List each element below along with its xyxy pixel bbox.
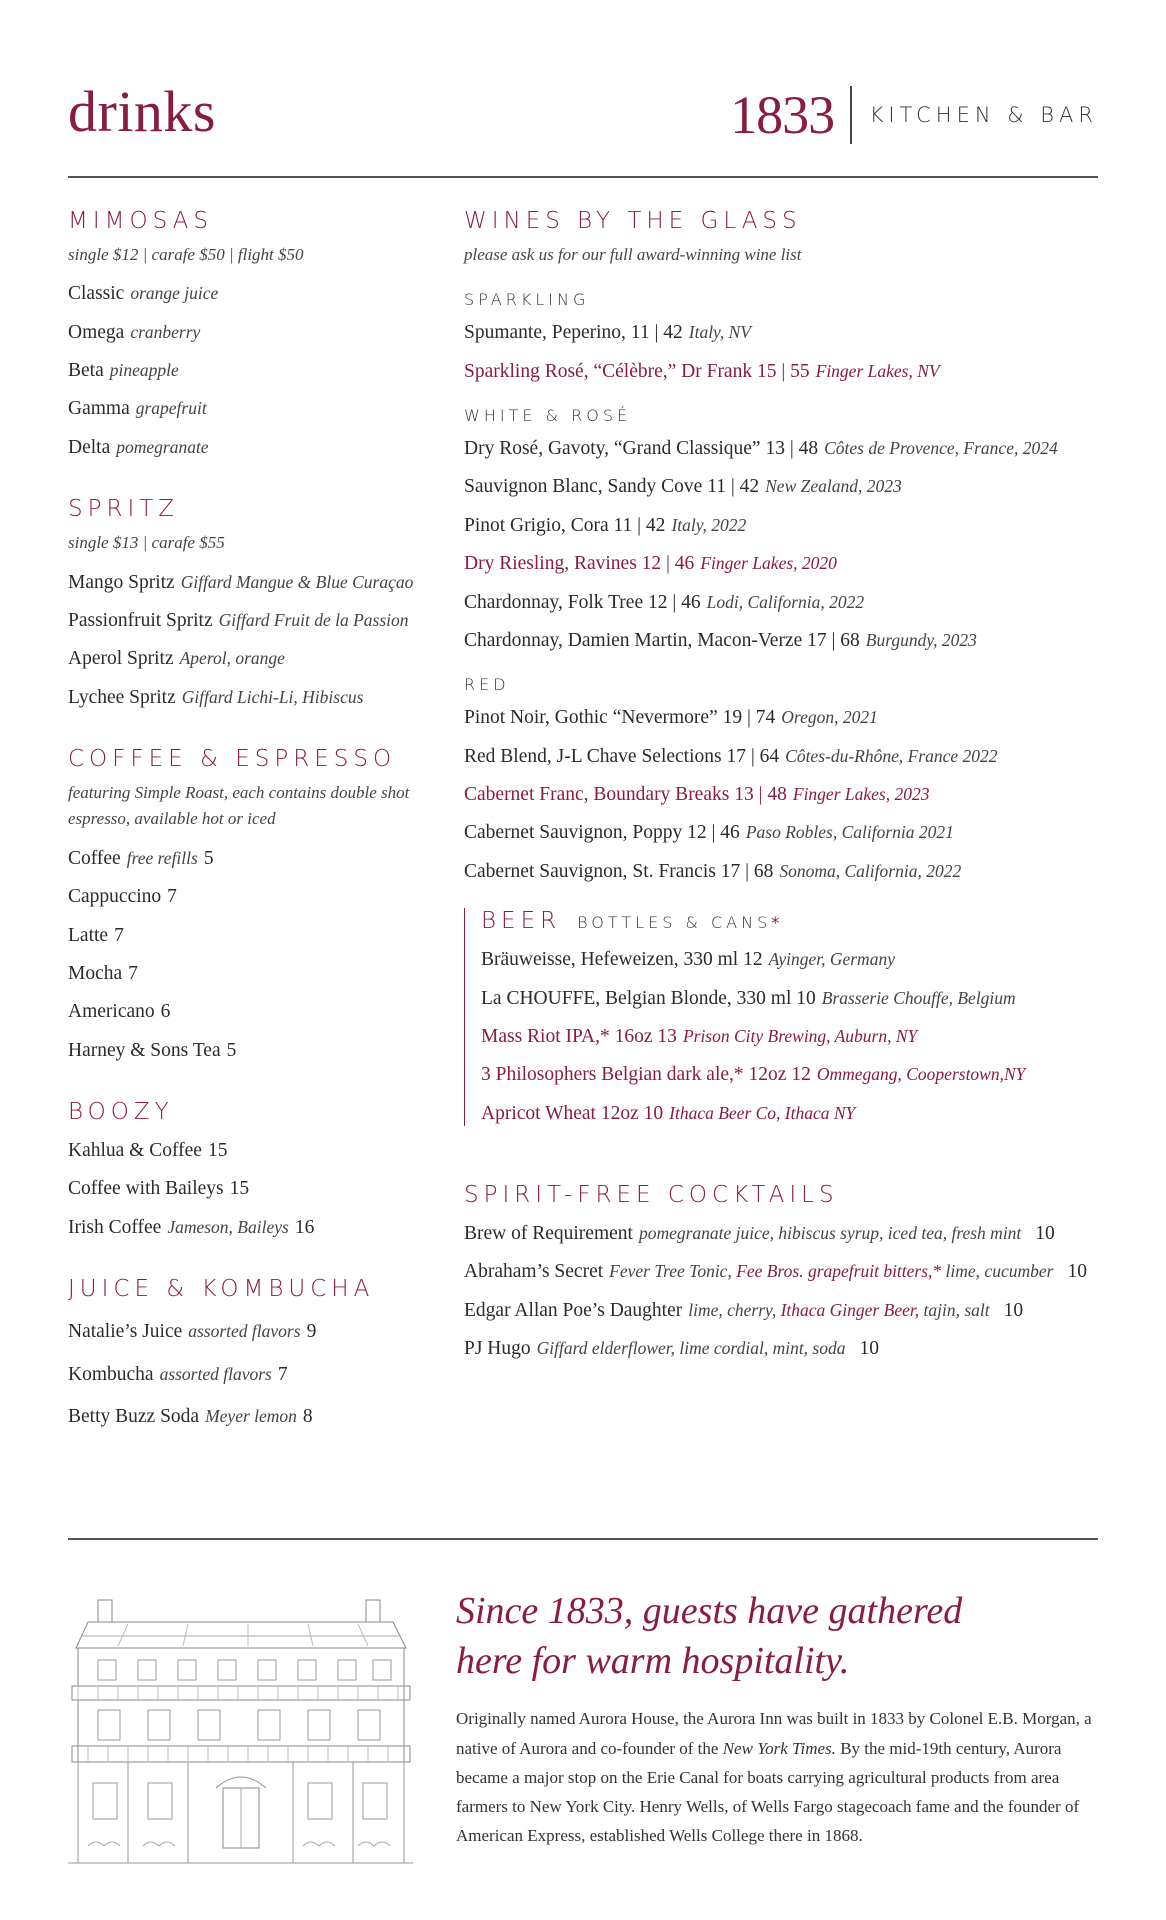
menu-item [68, 321, 448, 345]
item-name: Omega [68, 321, 125, 343]
subsection-heading: WHITE & ROSÉ [464, 406, 632, 426]
menu-item [68, 397, 448, 421]
coffee-section [68, 746, 448, 1063]
item-price: 7 [277, 1363, 288, 1385]
item-price: 7 [128, 962, 138, 984]
item-desc [688, 1300, 989, 1320]
item-desc: Meyer lemon [205, 1405, 297, 1426]
beer-item [481, 1025, 1104, 1049]
item-name: Latte [68, 924, 109, 946]
item-origin: Côtes de Provence, France, 2024 [824, 438, 1058, 459]
cocktail-item [464, 1222, 1104, 1246]
mimosas-section [68, 208, 448, 460]
spritz-section [68, 496, 448, 710]
item-origin: Brasserie Chouffe, Belgium [821, 987, 1016, 1008]
item-desc: pomegranate juice, hibiscus syrup, iced tea, fresh mint [638, 1223, 1022, 1244]
item-name: Lychee Spritz [68, 686, 176, 708]
menu-item [68, 1000, 448, 1024]
desc-accent: Fee Bros. grapefruit bitters,* [736, 1261, 942, 1282]
menu-item [68, 1039, 448, 1063]
story-text: Originally named Aurora House, the Aurora Inn was built in 1833 by Colonel E.B. Morgan, a native of Aurora and co-founder of the [456, 1709, 1092, 1758]
item-desc: grapefruit [135, 398, 207, 419]
item-origin: Finger Lakes, NV [815, 360, 940, 381]
menu-item [68, 1320, 448, 1344]
item-desc: Giffard Mangue & Blue Curaçao [180, 571, 414, 592]
story-heading [456, 1586, 1102, 1686]
menu-item [68, 885, 448, 909]
item-name: Classic [68, 283, 125, 305]
item-name: Pinot Noir, Gothic “Nevermore” 19 | 74 [464, 707, 776, 729]
wine-item [464, 437, 1104, 461]
brand-logo [730, 84, 1098, 146]
wine-item [464, 321, 1104, 345]
wines-section [464, 208, 1104, 884]
item-price: 6 [160, 1001, 171, 1023]
item-desc [609, 1261, 1053, 1281]
cocktail-item [464, 1337, 1104, 1361]
right-column [464, 208, 1104, 1376]
beer-item [481, 1102, 1104, 1126]
item-name: Pinot Grigio, Cora 11 | 42 [464, 514, 666, 536]
item-origin: Ithaca Beer Co, Ithaca NY [669, 1102, 856, 1123]
wine-item [464, 783, 1104, 807]
item-price: 5 [226, 1039, 237, 1061]
section-pricing: single $12 | carafe $50 | flight $50 [68, 245, 304, 264]
story-text: By the mid-19th century, Aurora became a major stop on the Erie Canal for boats carrying agricultural products from area farmers to New York City. Henry Wells, of Wells Fargo stagecoach fame and the founder of American Express, established Wells College there in 1868. [456, 1738, 1080, 1846]
item-name: Irish Coffee [68, 1216, 162, 1238]
item-name: Cabernet Sauvignon, Poppy 12 | 46 [464, 822, 740, 844]
menu-item [68, 359, 448, 383]
item-name: Natalie’s Juice [68, 1321, 183, 1343]
spacer [68, 474, 448, 496]
desc-part: tajin, salt [923, 1299, 990, 1320]
spacer [68, 1254, 448, 1276]
item-name: Brew of Requirement [464, 1223, 633, 1245]
item-desc: pomegranate [116, 436, 209, 457]
boozy-section [68, 1099, 448, 1240]
item-price: 10 [1003, 1299, 1024, 1321]
item-name: Mass Riot IPA,* 16oz 13 [481, 1025, 677, 1047]
item-name: Coffee [68, 847, 121, 869]
desc-part: lime, cherry, [688, 1299, 777, 1320]
story-body [456, 1704, 1102, 1850]
item-name: Dry Rosé, Gavoty, “Grand Classique” 13 | 48 [464, 438, 819, 460]
story-heading-line: here for warm hospitality. [456, 1640, 850, 1683]
asterisk-note: * [771, 913, 780, 933]
item-name: Apricot Wheat 12oz 10 [481, 1102, 664, 1124]
item-origin: Ommegang, Cooperstown,NY [816, 1064, 1026, 1085]
item-desc: orange juice [130, 283, 219, 304]
subsection-heading: SPARKLING [464, 290, 590, 310]
item-name: Spumante, Peperino, 11 | 42 [464, 322, 683, 344]
item-origin: Oregon, 2021 [781, 707, 878, 728]
spirit-free-section [464, 1182, 1104, 1362]
item-origin: New Zealand, 2023 [765, 476, 902, 497]
cocktail-item [464, 1299, 1104, 1323]
wine-item [464, 745, 1104, 769]
wine-item [464, 552, 1104, 576]
brand-divider [850, 86, 852, 144]
section-heading: COFFEE & ESPRESSO [68, 746, 397, 773]
item-price: 8 [302, 1405, 313, 1427]
wine-item [464, 821, 1104, 845]
inn-illustration [68, 1598, 413, 1868]
menu-item [68, 1363, 448, 1387]
item-desc: Aperol, orange [179, 648, 285, 669]
item-name: Cabernet Franc, Boundary Breaks 13 | 48 [464, 784, 787, 806]
section-subheading: BOTTLES & CANS [577, 913, 772, 933]
wine-item [464, 706, 1104, 730]
item-name: Bräuweisse, Hefeweizen, 330 ml 12 [481, 949, 763, 971]
menu-item [68, 436, 448, 460]
item-price: 5 [203, 847, 214, 869]
item-desc: assorted flavors [188, 1321, 301, 1342]
item-origin: Burgundy, 2023 [865, 629, 977, 650]
top-divider [68, 176, 1098, 178]
spacer [464, 1126, 1104, 1182]
item-name: Beta [68, 360, 104, 382]
item-name: Passionfruit Spritz [68, 609, 213, 631]
item-price: 16 [294, 1216, 315, 1238]
item-origin: Côtes-du-Rhône, France 2022 [785, 745, 998, 766]
menu-item [68, 686, 448, 710]
menu-item [68, 1405, 448, 1429]
beer-section [464, 908, 1104, 1126]
item-origin: Sonoma, California, 2022 [779, 860, 962, 881]
item-origin: Italy, NV [688, 322, 751, 343]
item-desc: cranberry [130, 321, 201, 342]
menu-item [68, 571, 448, 595]
item-desc: pineapple [109, 360, 179, 381]
item-price: 7 [114, 924, 124, 946]
item-price: 15 [207, 1140, 228, 1161]
item-name: PJ Hugo [464, 1338, 531, 1360]
item-origin: Lodi, California, 2022 [706, 591, 865, 612]
beer-heading [481, 908, 1104, 934]
section-heading: SPRITZ [68, 496, 180, 523]
section-note: featuring Simple Roast, each contains double shot espresso, available hot or iced [68, 783, 410, 829]
item-price: 10 [1035, 1223, 1055, 1245]
item-price: 7 [167, 886, 177, 908]
menu-item [68, 609, 448, 633]
item-name: Delta [68, 436, 111, 458]
beer-item [481, 948, 1104, 972]
item-desc: free refills [126, 847, 198, 868]
section-heading: BEER [481, 908, 562, 935]
item-price: 15 [229, 1178, 250, 1200]
item-desc: Giffard elderflower, lime cordial, mint, soda [536, 1338, 846, 1359]
item-desc: Giffard Lichi-Li, Hibiscus [181, 686, 364, 707]
item-name: Mango Spritz [68, 571, 175, 593]
item-name: Chardonnay, Folk Tree 12 | 46 [464, 591, 701, 613]
item-origin: Italy, 2022 [671, 514, 747, 535]
item-desc: Jameson, Baileys [167, 1216, 289, 1237]
section-heading: MIMOSAS [68, 208, 213, 234]
desc-part: lime, cucumber [945, 1261, 1054, 1282]
cocktail-item [464, 1260, 1104, 1284]
subsection-heading: RED [464, 675, 510, 695]
brand-name: KITCHEN & BAR [869, 103, 1098, 127]
wine-item [464, 360, 1104, 384]
item-name: Betty Buzz Soda [68, 1405, 200, 1427]
wine-item [464, 629, 1104, 653]
item-name: Sparkling Rosé, “Célèbre,” Dr Frank 15 | 55 [464, 360, 810, 382]
menu-item [68, 282, 448, 306]
section-note: please ask us for our full award-winning wine list [464, 245, 802, 264]
desc-accent: Ithaca Ginger Beer, [780, 1299, 920, 1320]
item-name: Mocha [68, 962, 123, 984]
item-name: Dry Riesling, Ravines 12 | 46 [464, 553, 695, 575]
menu-item [68, 1216, 448, 1240]
bottom-divider [68, 1538, 1098, 1540]
section-heading: BOOZY [68, 1099, 174, 1125]
item-price: 10 [859, 1338, 879, 1360]
item-desc: assorted flavors [159, 1363, 272, 1384]
section-pricing: single $13 | carafe $55 [68, 533, 225, 553]
item-name: Americano [68, 1001, 155, 1023]
item-name: Abraham’s Secret [464, 1261, 604, 1283]
wine-item [464, 591, 1104, 615]
story-heading-line: Since 1833, guests have gathered [456, 1590, 963, 1632]
item-origin: Ayinger, Germany [768, 949, 895, 970]
item-name: Coffee with Baileys [68, 1178, 224, 1200]
wine-item [464, 860, 1104, 884]
item-origin: Finger Lakes, 2020 [700, 553, 837, 574]
item-name: Harney & Sons Tea [68, 1039, 221, 1061]
item-name: 3 Philosophers Belgian dark ale,* 12oz 12 [481, 1064, 811, 1086]
item-origin: Prison City Brewing, Auburn, NY [682, 1025, 918, 1046]
section-heading: JUICE & KOMBUCHA [68, 1276, 375, 1303]
wine-item [464, 475, 1104, 499]
juice-section [68, 1276, 448, 1429]
spacer [68, 1077, 448, 1099]
item-price: 10 [1067, 1261, 1087, 1283]
item-price: 9 [306, 1321, 317, 1343]
section-heading: SPIRIT-FREE COCKTAILS [464, 1182, 839, 1209]
menu-item [68, 962, 448, 986]
story-publication: New York Times. [722, 1738, 836, 1758]
item-name: La CHOUFFE, Belgian Blonde, 330 ml 10 [481, 987, 816, 1009]
item-name: Chardonnay, Damien Martin, Macon-Verze 17 | 68 [464, 629, 860, 651]
left-column [68, 208, 448, 1443]
item-name: Sauvignon Blanc, Sandy Cove 11 | 42 [464, 476, 760, 498]
item-name: Gamma [68, 398, 130, 420]
item-origin: Paso Robles, California 2021 [745, 822, 954, 843]
menu-item [68, 1139, 448, 1163]
item-name: Red Blend, J-L Chave Selections 17 | 64 [464, 745, 780, 767]
history-story [456, 1586, 1102, 1850]
menu-item [68, 647, 448, 671]
item-origin: Finger Lakes, 2023 [792, 784, 930, 805]
section-heading: WINES BY THE GLASS [464, 208, 802, 234]
item-name: Edgar Allan Poe’s Daughter [464, 1299, 683, 1321]
item-name: Aperol Spritz [68, 648, 174, 670]
item-name: Kahlua & Coffee [68, 1140, 202, 1161]
item-desc: Giffard Fruit de la Passion [218, 609, 409, 630]
item-name: Cabernet Sauvignon, St. Francis 17 | 68 [464, 860, 774, 882]
brand-number: 1833 [730, 85, 835, 145]
menu-item [68, 847, 448, 871]
beer-item [481, 987, 1104, 1011]
item-name: Kombucha [68, 1363, 154, 1385]
wine-item [464, 514, 1104, 538]
menu-item [68, 1177, 448, 1201]
menu-item [68, 924, 448, 948]
page-title: drinks [68, 79, 216, 144]
beer-item [481, 1063, 1104, 1087]
item-name: Cappuccino [68, 886, 162, 908]
spacer [68, 724, 448, 746]
desc-part: Fever Tree Tonic, [609, 1261, 732, 1282]
